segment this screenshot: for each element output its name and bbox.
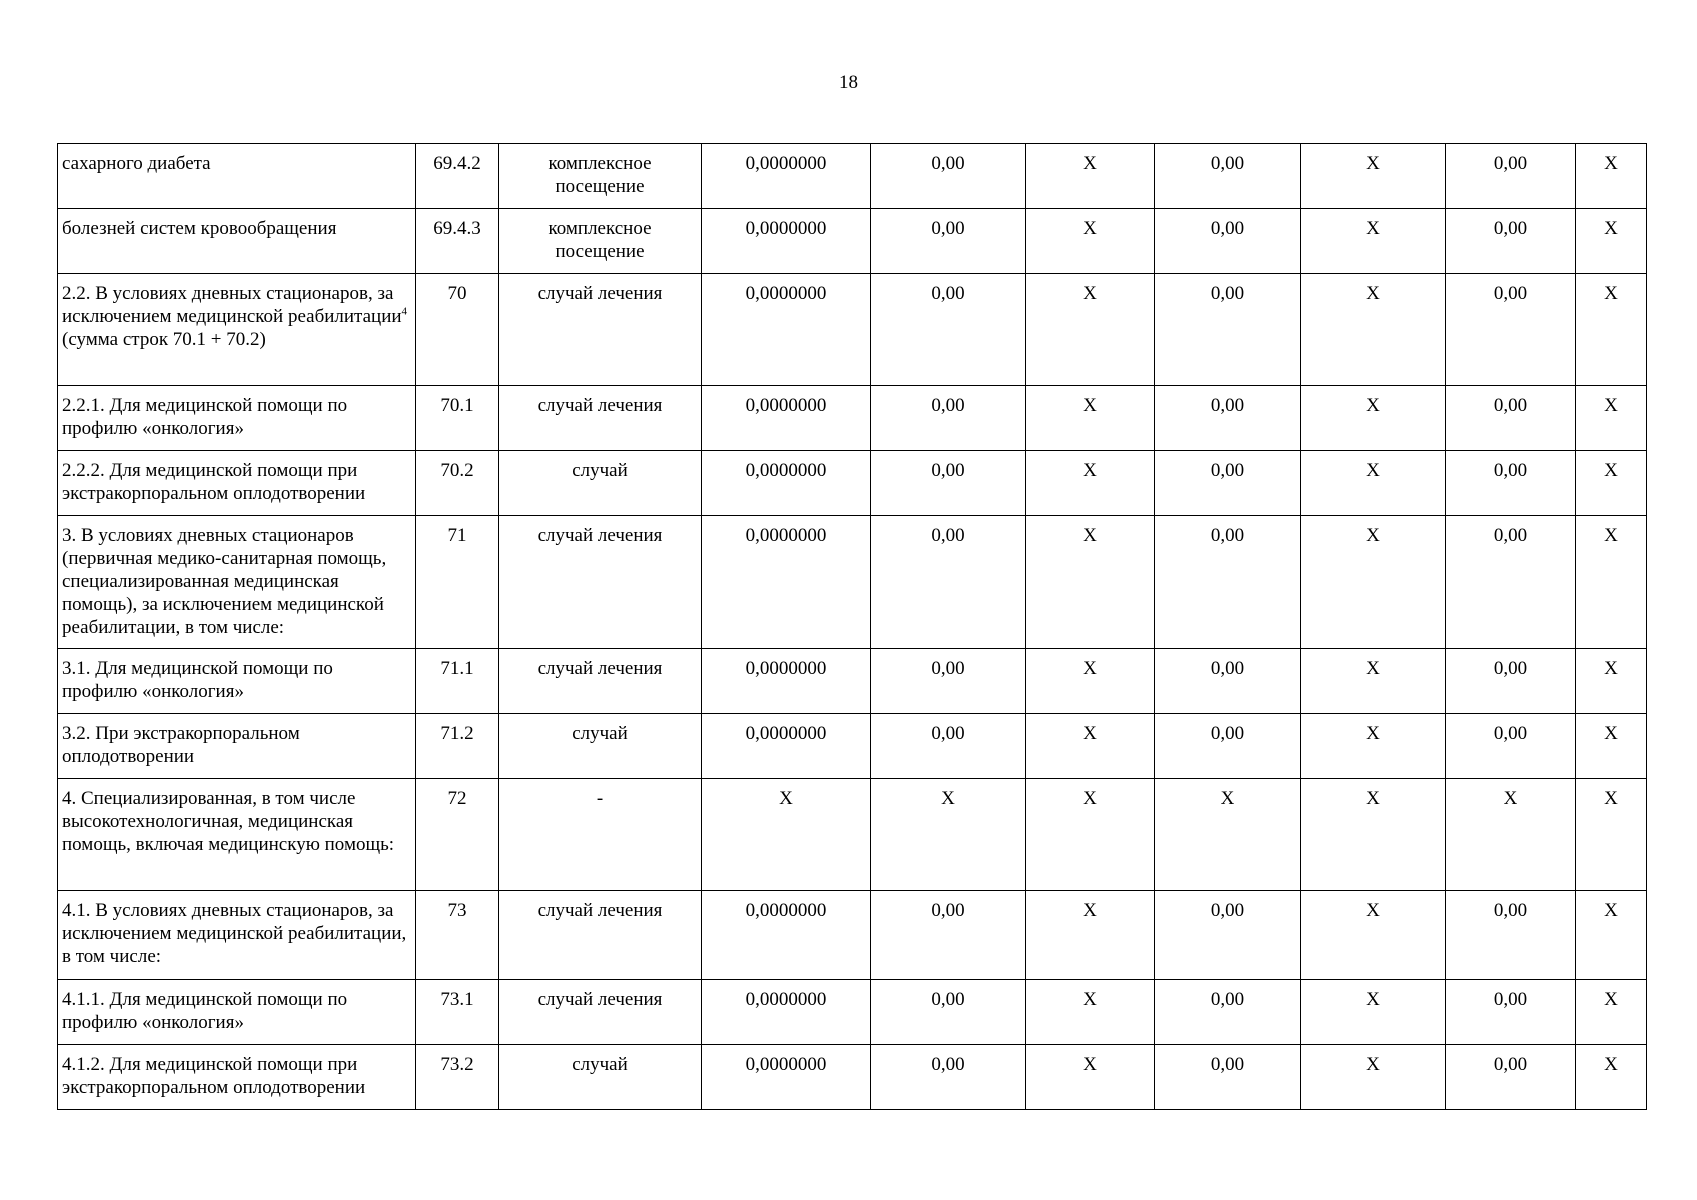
row-name-cell	[58, 144, 416, 209]
row-value-cell: 0,00	[1155, 649, 1301, 714]
row-unit: -	[499, 779, 702, 891]
table-row	[58, 274, 1647, 386]
row-value-cell: 0,00	[871, 649, 1026, 714]
row-name-cell	[58, 779, 416, 891]
row-value-cell: X	[1301, 714, 1446, 779]
row-value-cell: 0,00	[1155, 209, 1301, 274]
row-value-cell: 0,00	[871, 1045, 1026, 1110]
row-name-cell	[58, 516, 416, 649]
row-value-cell: 0,00	[871, 144, 1026, 209]
row-name: 3. В условиях дневных стационаров (первичная медико-санитарная помощь, специализированная медицинская помощь), за исключением медицинской реабилитации, в том числе:	[62, 525, 387, 638]
row-value-cell: 0,00	[871, 891, 1026, 980]
row-unit: случай	[499, 451, 702, 516]
row-value-cell: X	[1576, 779, 1647, 891]
row-value-cell: X	[1026, 1045, 1155, 1110]
row-value-cell: 0,0000000	[702, 451, 871, 516]
row-code: 70.1	[416, 386, 499, 451]
row-value-cell: 0,0000000	[702, 209, 871, 274]
row-value-cell: X	[871, 779, 1026, 891]
row-value-cell: X	[1026, 144, 1155, 209]
row-value-cell: X	[1155, 779, 1301, 891]
row-value-cell: X	[1026, 714, 1155, 779]
row-value-cell: X	[1576, 891, 1647, 980]
row-value-cell: 0,0000000	[702, 649, 871, 714]
row-value-cell: 0,00	[1446, 1045, 1576, 1110]
row-code: 73.1	[416, 980, 499, 1045]
row-unit: комплексное посещение	[499, 209, 702, 274]
row-value-cell: X	[1026, 274, 1155, 386]
table-row	[58, 891, 1647, 980]
row-value-cell: 0,00	[1155, 386, 1301, 451]
table-row	[58, 451, 1647, 516]
table-row	[58, 980, 1647, 1045]
row-value-cell: X	[1301, 274, 1446, 386]
row-value-cell: X	[1026, 451, 1155, 516]
row-value-cell: 0,0000000	[702, 386, 871, 451]
row-value-cell: 0,00	[1155, 714, 1301, 779]
row-unit: комплексное посещение	[499, 144, 702, 209]
row-name-cell	[58, 209, 416, 274]
row-unit: случай лечения	[499, 980, 702, 1045]
row-value-cell: 0,00	[1155, 451, 1301, 516]
row-name-cell	[58, 1045, 416, 1110]
row-value-cell: 0,00	[1446, 209, 1576, 274]
row-value-cell: X	[702, 779, 871, 891]
page-number: 18	[839, 72, 858, 93]
row-value-cell: 0,00	[871, 980, 1026, 1045]
row-name: сахарного диабета	[62, 153, 211, 174]
row-value-cell: 0,0000000	[702, 1045, 871, 1110]
row-name-cell	[58, 891, 416, 980]
row-value-cell: X	[1576, 451, 1647, 516]
row-unit: случай лечения	[499, 891, 702, 980]
row-value-cell: 0,0000000	[702, 980, 871, 1045]
table-row	[58, 714, 1647, 779]
row-unit: случай лечения	[499, 516, 702, 649]
table-row	[58, 516, 1647, 649]
row-code: 71	[416, 516, 499, 649]
row-name-cell	[58, 274, 416, 386]
table-row	[58, 1045, 1647, 1110]
row-code: 70	[416, 274, 499, 386]
table-row	[58, 209, 1647, 274]
row-value-cell: 0,00	[1446, 649, 1576, 714]
row-value-cell: 0,0000000	[702, 516, 871, 649]
row-value-cell: X	[1301, 891, 1446, 980]
row-name: болезней систем кровообращения	[62, 218, 337, 239]
row-value-cell: 0,0000000	[702, 891, 871, 980]
row-name: 4.1.2. Для медицинской помощи при экстракорпоральном оплодотворении	[62, 1054, 366, 1098]
table-row	[58, 649, 1647, 714]
row-name-cell	[58, 649, 416, 714]
row-unit: случай лечения	[499, 274, 702, 386]
row-value-cell: 0,00	[1155, 516, 1301, 649]
table-row	[58, 779, 1647, 891]
table-row	[58, 144, 1647, 209]
row-value-cell: X	[1026, 649, 1155, 714]
row-value-cell: X	[1026, 779, 1155, 891]
row-code: 69.4.3	[416, 209, 499, 274]
row-value-cell: 0,00	[1446, 980, 1576, 1045]
row-value-cell: 0,00	[1446, 451, 1576, 516]
row-name: 2.2.1. Для медицинской помощи по профилю «онкология»	[62, 395, 348, 439]
row-value-cell: X	[1026, 386, 1155, 451]
row-value-cell: X	[1301, 980, 1446, 1045]
row-value-cell: 0,0000000	[702, 714, 871, 779]
row-value-cell: X	[1576, 274, 1647, 386]
row-name: 3.1. Для медицинской помощи по профилю «онкология»	[62, 658, 333, 702]
row-code: 71.1	[416, 649, 499, 714]
row-value-cell: 0,00	[1446, 891, 1576, 980]
row-value-cell: X	[1576, 1045, 1647, 1110]
row-value-cell: 0,00	[1155, 1045, 1301, 1110]
row-value-cell: X	[1026, 891, 1155, 980]
row-value-cell: 0,00	[871, 386, 1026, 451]
row-value-cell: X	[1301, 516, 1446, 649]
row-unit: случай	[499, 714, 702, 779]
row-name: 4.1.1. Для медицинской помощи по профилю «онкология»	[62, 989, 348, 1033]
row-value-cell: X	[1301, 779, 1446, 891]
row-value-cell: X	[1301, 1045, 1446, 1110]
row-name: 2.2.2. Для медицинской помощи при экстракорпоральном оплодотворении	[62, 460, 366, 504]
row-value-cell: 0,00	[1446, 386, 1576, 451]
row-name-suffix: (сумма строк 70.1 + 70.2)	[62, 329, 266, 350]
row-value-cell: 0,00	[871, 714, 1026, 779]
table-row	[58, 386, 1647, 451]
row-value-cell: X	[1301, 144, 1446, 209]
row-name-cell	[58, 386, 416, 451]
row-value-cell: X	[1301, 209, 1446, 274]
row-value-cell: 0,00	[1446, 516, 1576, 649]
data-table	[57, 143, 1647, 1110]
row-code: 73.2	[416, 1045, 499, 1110]
row-value-cell: X	[1576, 144, 1647, 209]
row-value-cell: X	[1026, 980, 1155, 1045]
row-value-cell: X	[1576, 516, 1647, 649]
row-value-cell: 0,00	[1155, 274, 1301, 386]
row-value-cell: X	[1301, 386, 1446, 451]
row-code: 70.2	[416, 451, 499, 516]
row-value-cell: X	[1576, 386, 1647, 451]
row-name: 2.2. В условиях дневных стационаров, за исключением медицинской реабилитации	[62, 283, 402, 327]
row-value-cell: 0,00	[1446, 144, 1576, 209]
row-value-cell: 0,0000000	[702, 144, 871, 209]
row-value-cell: 0,00	[1155, 144, 1301, 209]
row-value-cell: 0,00	[1155, 980, 1301, 1045]
row-name-cell	[58, 451, 416, 516]
row-value-cell: X	[1446, 779, 1576, 891]
row-code: 73	[416, 891, 499, 980]
table-body	[58, 144, 1647, 1110]
row-value-cell: X	[1301, 451, 1446, 516]
row-name: 4. Специализированная, в том числе высокотехнологичная, медицинская помощь, включая медицинскую помощь:	[62, 788, 395, 855]
row-value-cell: 0,00	[1155, 891, 1301, 980]
row-value-cell: X	[1576, 649, 1647, 714]
row-value-cell: 0,00	[871, 451, 1026, 516]
row-code: 71.2	[416, 714, 499, 779]
row-value-cell: X	[1576, 714, 1647, 779]
row-value-cell: 0,00	[871, 516, 1026, 649]
row-name-cell	[58, 980, 416, 1045]
row-value-cell: X	[1026, 516, 1155, 649]
row-value-cell: X	[1301, 649, 1446, 714]
row-value-cell: 0,00	[1446, 274, 1576, 386]
row-value-cell: 0,00	[871, 209, 1026, 274]
row-code: 72	[416, 779, 499, 891]
row-name: 3.2. При экстракорпоральном оплодотворении	[62, 723, 300, 767]
row-name: 4.1. В условиях дневных стационаров, за исключением медицинской реабилитации, в том числе:	[62, 900, 407, 967]
row-value-cell: X	[1026, 209, 1155, 274]
row-value-cell: 0,00	[1446, 714, 1576, 779]
row-code: 69.4.2	[416, 144, 499, 209]
row-unit: случай	[499, 1045, 702, 1110]
footnote-marker: 4	[401, 305, 408, 318]
row-value-cell: 0,0000000	[702, 274, 871, 386]
row-value-cell: X	[1576, 980, 1647, 1045]
row-unit: случай лечения	[499, 386, 702, 451]
row-value-cell: 0,00	[871, 274, 1026, 386]
row-name-cell	[58, 714, 416, 779]
row-value-cell: X	[1576, 209, 1647, 274]
row-unit: случай лечения	[499, 649, 702, 714]
